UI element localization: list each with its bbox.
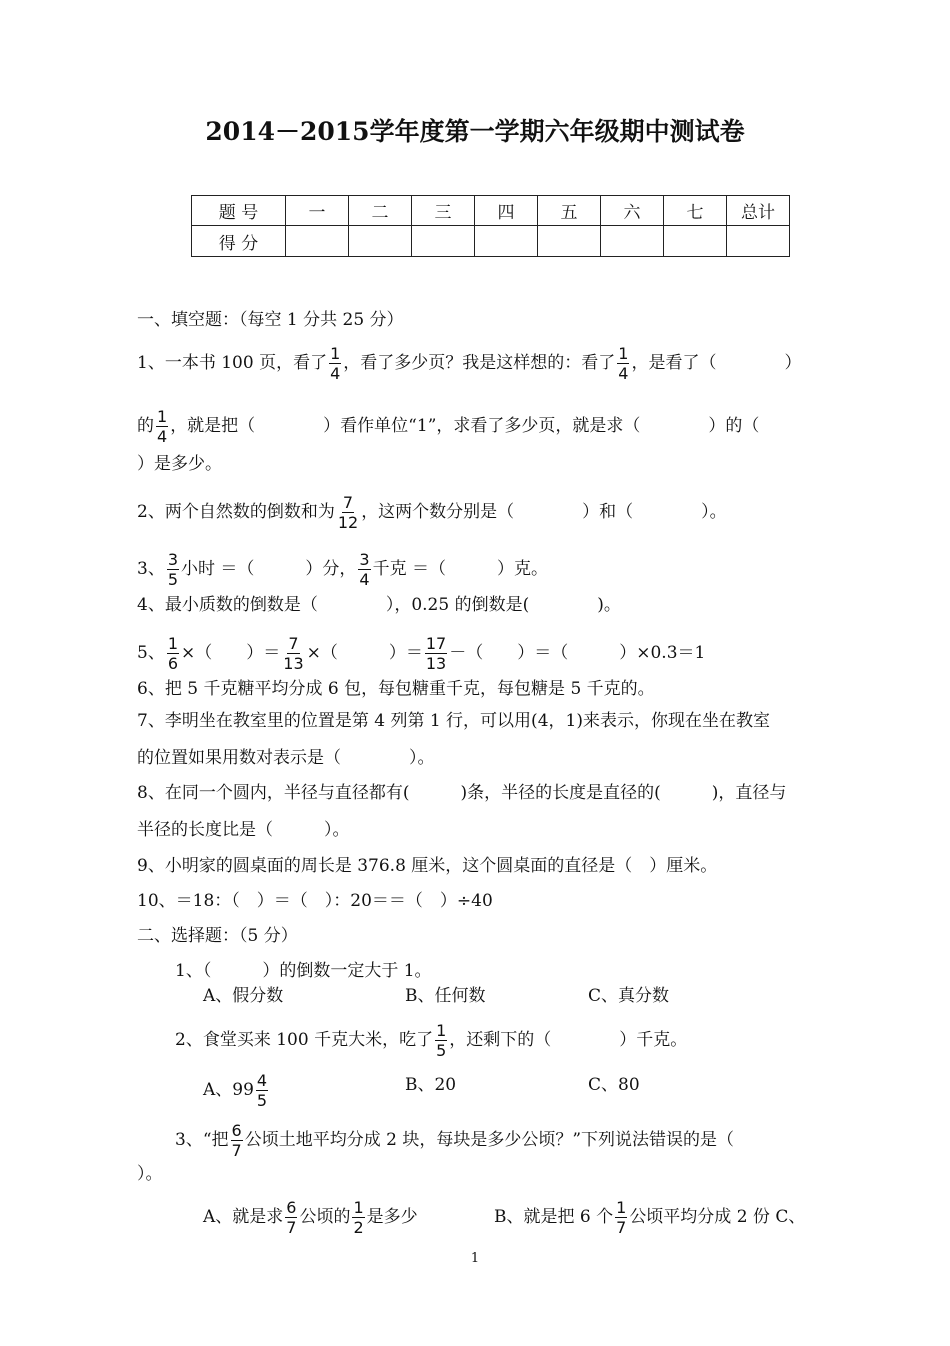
q5-text: ×（ ）＝ [306, 643, 423, 663]
header-cell: 六 [601, 196, 664, 226]
score-cell[interactable] [475, 226, 538, 257]
q1-text: 的 [137, 416, 154, 436]
option-a-text: A、99 [203, 1080, 254, 1100]
c2-text: ，还剩下的（ ）千克。 [449, 1030, 688, 1050]
header-cell: 三 [412, 196, 475, 226]
c3-text: 3、“把 [175, 1130, 229, 1150]
question-6: 6、把 5 千克糖平均分成 6 包，每包糖重千克，每包糖是 5 千克的。 [137, 679, 655, 699]
header-cell: 二 [349, 196, 412, 226]
score-cell[interactable] [286, 226, 349, 257]
fraction: $\frac{1}{6}$ [167, 634, 179, 673]
fraction: $\frac{1}{7}$ [616, 1198, 627, 1237]
question-7-line2: 的位置如果用数对表示是（ ）。 [137, 748, 435, 768]
section1-heading: 一、填空题：（每空 1 分共 25 分） [137, 310, 404, 330]
fraction: $\frac{6}{7}$ [286, 1198, 297, 1237]
score-cell[interactable] [412, 226, 475, 257]
question-8-line2: 半径的长度比是（ ）。 [137, 820, 350, 840]
choice-question-1: 1、（ ）的倒数一定大于 1。 [175, 961, 432, 981]
header-cell: 七 [664, 196, 727, 226]
question-1-line2 [137, 407, 759, 446]
score-cell[interactable] [664, 226, 727, 257]
question-10: 10、＝18：（ ）＝（ ）：20＝＝（ ）÷40 [137, 891, 493, 911]
fraction: $\frac{3}{5}$ [167, 550, 179, 589]
option-c[interactable]: C、80 [588, 1075, 640, 1095]
fraction: $\frac{1}{4}$ [330, 344, 341, 383]
option-c[interactable]: C、真分数 [588, 986, 670, 1006]
header-cell: 题 号 [192, 196, 286, 226]
question-1-line1 [137, 344, 801, 383]
q3-text: 3、 [137, 559, 165, 579]
choice-question-2 [175, 1021, 687, 1060]
question-2 [137, 493, 727, 532]
fraction: $\frac{6}{7}$ [231, 1121, 242, 1160]
q5-text: 5、 [137, 643, 165, 663]
score-table-header-row [192, 196, 790, 226]
score-table [191, 195, 790, 257]
option-a[interactable] [203, 1071, 270, 1110]
q1-text: ，是看了（ ） [631, 353, 802, 373]
fraction: $\frac{7}{13}$ [283, 634, 304, 673]
fraction: $\frac{3}{4}$ [359, 550, 370, 589]
option-a-text: A、就是求 [203, 1207, 284, 1227]
option-b-text: 公顷平均分成 2 份 C、 [629, 1207, 806, 1227]
c2-text: 2、食堂买来 100 千克大米，吃了 [175, 1030, 434, 1050]
option-a[interactable] [203, 1198, 418, 1237]
q1-text: ，看了多少页？我是这样想的：看了 [343, 353, 616, 373]
question-3 [137, 550, 548, 589]
q3-text: 千克 ＝（ ）克。 [372, 559, 549, 579]
section2-heading: 二、选择题：（5 分） [137, 926, 298, 946]
option-b[interactable]: B、任何数 [405, 986, 486, 1006]
option-a-text: 公顷的 [299, 1207, 351, 1227]
question-7-line1: 7、李明坐在教室里的位置是第 4 列第 1 行，可以用(4，1)来表示，你现在坐在教室 [137, 711, 770, 731]
question-9: 9、小明家的圆桌面的周长是 376.8 厘米，这个圆桌面的直径是（ ）厘米。 [137, 856, 718, 876]
page-number: 1 [470, 1251, 480, 1266]
choice-question-3-line1 [175, 1121, 734, 1160]
question-8-line1: 8、在同一个圆内，半径与直径都有( )条，半径的长度是直径的( )，直径与 [137, 783, 787, 803]
score-cell[interactable] [601, 226, 664, 257]
header-cell: 总计 [727, 196, 790, 226]
q2-text: 2、两个自然数的倒数和为 [137, 502, 335, 522]
header-cell: 五 [538, 196, 601, 226]
option-b[interactable]: B、20 [405, 1075, 457, 1095]
choice-question-3-line2: ）。 [137, 1164, 163, 1184]
question-4: 4、最小质数的倒数是（ ），0.25 的倒数是( )。 [137, 595, 621, 615]
q1-text: 1、一本书 100 页，看了 [137, 353, 328, 373]
fraction: $\frac{1}{4}$ [157, 407, 168, 446]
q1-text: ，就是把（ ）看作单位“1”，求看了多少页，就是求（ ）的（ [170, 416, 760, 436]
option-b-text: B、就是把 6 个 [494, 1207, 614, 1227]
score-cell[interactable] [727, 226, 790, 257]
fraction: $\frac{1}{5}$ [436, 1021, 447, 1060]
fraction: $\frac{4}{5}$ [256, 1071, 268, 1110]
page-title: 2014－2015学年度第一学期六年级期中测试卷 [205, 117, 745, 146]
fraction: $\frac{7}{12}$ [337, 493, 359, 532]
header-cell: 四 [475, 196, 538, 226]
option-b[interactable] [494, 1198, 805, 1237]
q5-text: ×（ ）＝ [181, 643, 281, 663]
header-cell: 一 [286, 196, 349, 226]
q5-text: －（ ）＝（ ）×0.3＝1 [449, 643, 706, 663]
option-a[interactable]: A、假分数 [203, 986, 284, 1006]
q3-text: 小时 ＝（ ）分， [181, 559, 357, 579]
fraction: $\frac{1}{4}$ [618, 344, 629, 383]
fraction: $\frac{17}{13}$ [425, 634, 447, 673]
q2-text: ，这两个数分别是（ ）和（ ）。 [361, 502, 727, 522]
question-5 [137, 634, 705, 673]
c3-text: 公顷土地平均分成 2 块，每块是多少公顷？”下列说法错误的是（ [244, 1130, 735, 1150]
question-1-line3: ）是多少。 [137, 454, 222, 474]
score-cell[interactable] [349, 226, 412, 257]
score-table-score-row [192, 226, 790, 257]
fraction: $\frac{1}{2}$ [353, 1198, 364, 1237]
option-a-text: 是多少 [366, 1207, 418, 1227]
row-label-cell: 得 分 [192, 226, 286, 257]
score-cell[interactable] [538, 226, 601, 257]
